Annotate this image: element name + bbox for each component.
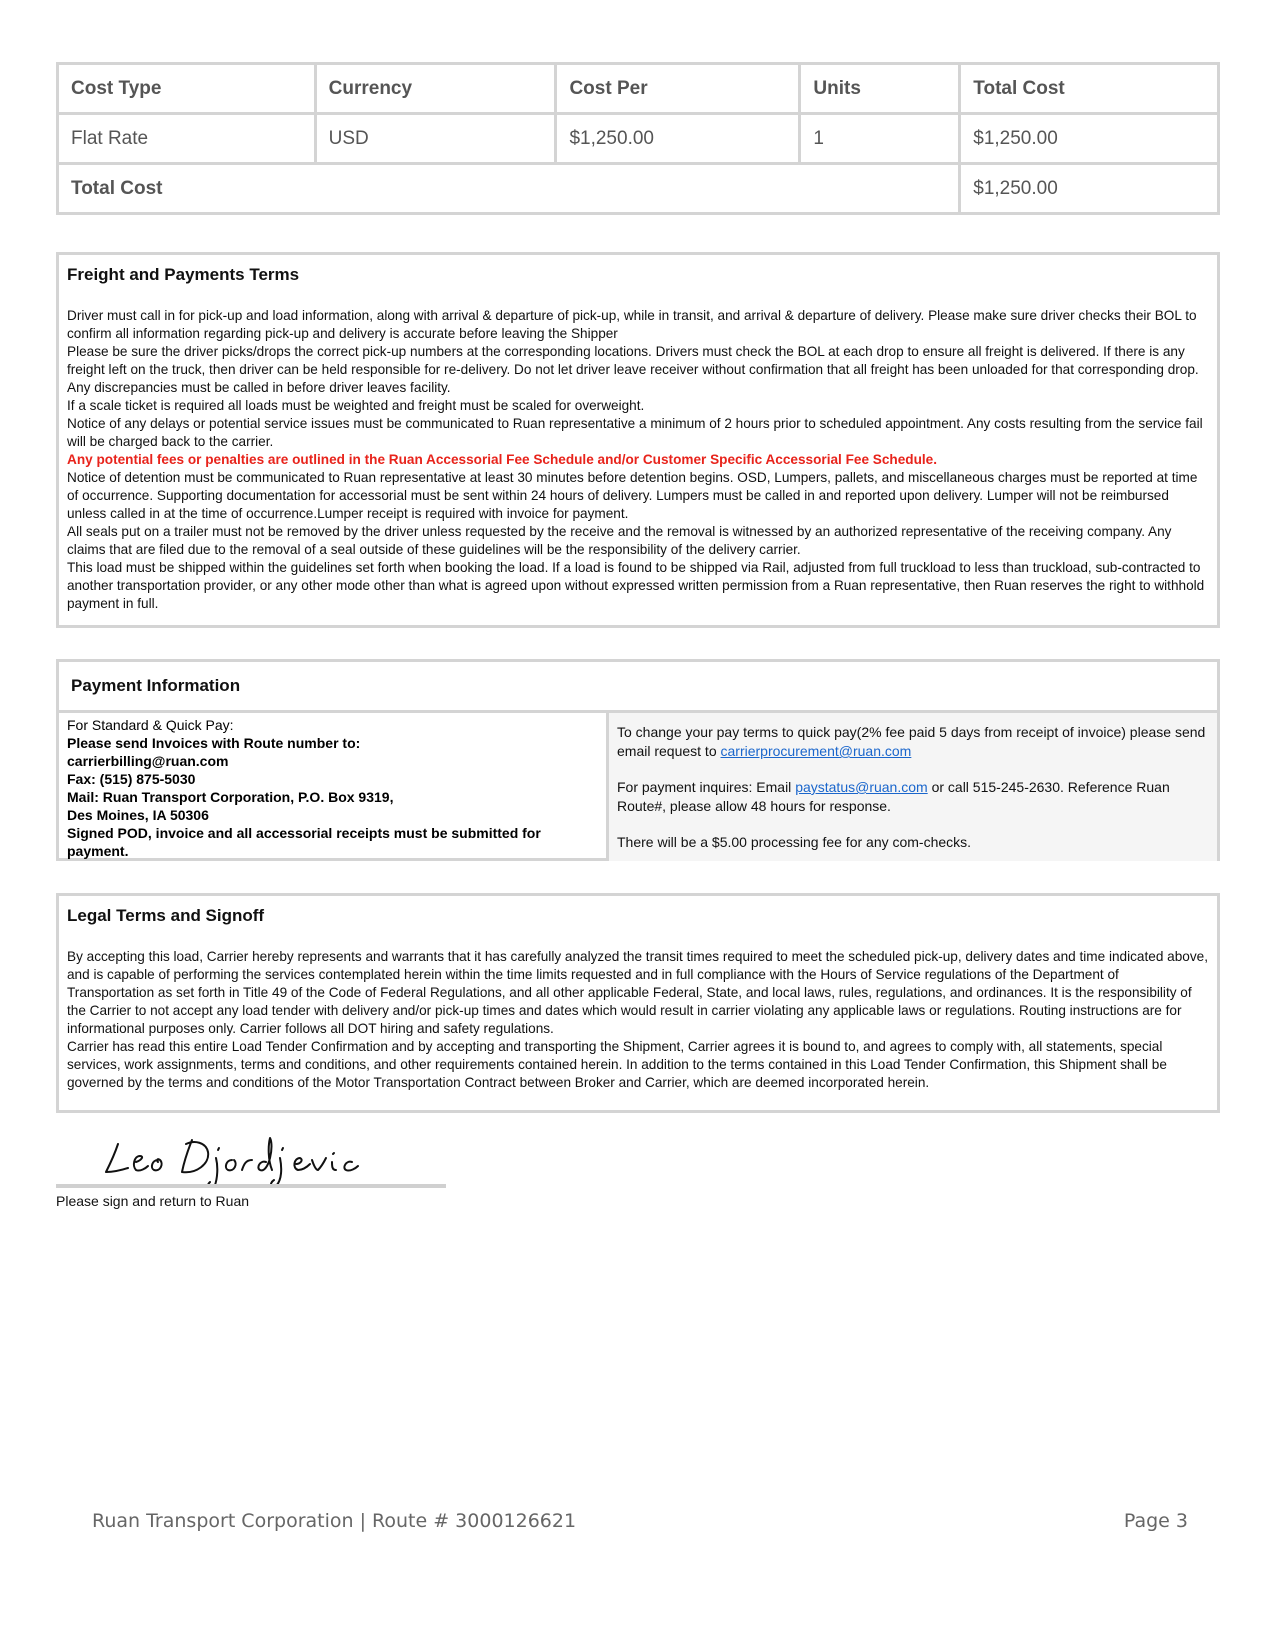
payment-inquiry-note [617, 778, 1209, 816]
total-label: Total Cost [58, 164, 960, 214]
legal-terms-body [67, 948, 1209, 1092]
quick-pay-note [617, 723, 1209, 761]
legal-terms-box [56, 893, 1220, 1113]
payment-intro: For Standard & Quick Pay: [67, 717, 234, 733]
terms-paragraph: This load must be shipped within the guidelines set forth when booking the load. If a load is found to be shipped via Rail, adjusted from full truckload to less than truckload, sub-contracted to another transportation provider, or any other mode other than what is agreed upon without expressed written permission from a Ruan representative, then Ruan reserves the right to withhold payment in full. [67, 560, 1205, 611]
page-content [56, 62, 1220, 1209]
legal-paragraph: By accepting this load, Carrier hereby represents and warrants that it has carefully analyzed the transit times required to meet the scheduled pick-up, delivery dates and time indicated above, and is capable of performing the services contemplated herein within the time limits requested and in full compliance with the Hours of Service regulations of the Department of Transportation as set forth in Title 49 of the Code of Federal Regulations, and all other applicable Federal, State, and local laws, rules, regulations, and ordinances. It is the responsibility of the Carrier to not accept any load tender with delivery and/or pick-up times and dates which would result in carrier violating any applicable laws or regulations. Routing instructions are for informational purposes only. Carrier follows all DOT hiring and safety regulations. [67, 949, 1208, 1036]
pod-requirement: Signed POD, invoice and all accessorial receipts must be submitted for payment. [67, 825, 541, 859]
total-row [58, 164, 1219, 214]
mail-address-line1: Mail: Ruan Transport Corporation, P.O. Box 9319, [67, 789, 394, 805]
fee-schedule-notice: Any potential fees or penalties are outlined in the Ruan Accessorial Fee Schedule and/or Customer Specific Accessorial Fee Schedule. [67, 452, 938, 467]
payment-columns [59, 713, 1217, 861]
billing-email: carrierbilling@ruan.com [67, 753, 229, 769]
mail-address-line2: Des Moines, IA 50306 [67, 807, 209, 823]
invoice-instruction: Please send Invoices with Route number to: [67, 735, 361, 751]
header-cost-per: Cost Per [556, 64, 800, 114]
freight-terms-box [56, 252, 1220, 628]
cell-currency: USD [315, 114, 556, 164]
payment-info-title: Payment Information [59, 662, 1217, 713]
table-row [58, 114, 1219, 164]
payment-left-column [59, 713, 609, 861]
cell-total-cost: $1,250.00 [960, 114, 1219, 164]
billing-fax: Fax: (515) 875-5030 [67, 771, 196, 787]
header-units: Units [800, 64, 960, 114]
terms-paragraph: Please be sure the driver picks/drops the correct pick-up numbers at the corresponding locations. Drivers must check the BOL at each drop to ensure all freight is delivered. If there is any freight left on the truck, then driver can be held responsible for re-delivery. Do not let driver leave receiver without confirmation that all freight has been unloaded for that corresponding drop. Any discrepancies must be called in before driver leaves facility. [67, 344, 1199, 395]
header-cost-type: Cost Type [58, 64, 316, 114]
header-total-cost: Total Cost [960, 64, 1219, 114]
total-value: $1,250.00 [960, 164, 1219, 214]
cost-table [56, 62, 1220, 215]
legal-paragraph: Carrier has read this entire Load Tender Confirmation and by accepting and transporting the Shipment, Carrier agrees it is bound to, and agrees to comply with, all statements, special services, work assignments, terms and conditions, and other requirements contained herein. In addition to the terms contained in this Load Tender Confirmation, this Shipment shall be governed by the terms and conditions of the Motor Transportation Contract between Broker and Carrier, which are deemed incorporated herein. [67, 1039, 1167, 1090]
cost-table-header-row [58, 64, 1219, 114]
terms-paragraph: Notice of detention must be communicated to Ruan representative at least 30 minutes before detention begins. OSD, Lumpers, pallets, and miscellaneous charges must be reported at time of occurrence. Supporting documentation for accessorial must be sent within 24 hours of delivery. Lumpers must be called in and reported upon delivery. Lumper will not be reimbursed unless called in at the time of occurrence.Lumper receipt is required with invoice for payment. [67, 470, 1198, 521]
legal-terms-title: Legal Terms and Signoff [67, 906, 265, 925]
payment-info-box [56, 659, 1220, 861]
cell-cost-type: Flat Rate [58, 114, 316, 164]
paystatus-email-link[interactable]: paystatus@ruan.com [795, 779, 928, 795]
footer-route-info: Ruan Transport Corporation | Route # 3000126621 [92, 1510, 577, 1532]
payment-right-column [609, 713, 1217, 861]
terms-paragraph: Notice of any delays or potential service issues must be communicated to Ruan representative a minimum of 2 hours prior to scheduled appointment. Any costs resulting from the service fail will be charged back to the carrier. [67, 416, 1203, 449]
signature-line [56, 1184, 446, 1188]
inquiry-text-before: For payment inquires: Email [617, 779, 796, 795]
header-currency: Currency [315, 64, 556, 114]
terms-paragraph: Driver must call in for pick-up and load information, along with arrival & departure of pick-up, while in transit, and arrival & departure of delivery. Please make sure driver checks their BOL to confirm all information regarding pick-up and delivery is accurate before leaving the Shipper [67, 308, 1197, 341]
freight-terms-body [67, 307, 1209, 613]
cell-units: 1 [800, 114, 960, 164]
quick-pay-text: To change your pay terms to quick pay(2% fee paid 5 days from receipt of invoice) please send email request to [617, 724, 1206, 759]
signature-caption: Please sign and return to Ruan [56, 1193, 250, 1209]
cell-cost-per: $1,250.00 [556, 114, 800, 164]
procurement-email-link[interactable]: carrierprocurement@ruan.com [720, 743, 912, 759]
processing-fee-note: There will be a $5.00 processing fee for any com-checks. [617, 834, 972, 850]
terms-paragraph: If a scale ticket is required all loads must be weighted and freight must be scaled for overweight. [67, 398, 645, 413]
freight-terms-title: Freight and Payments Terms [67, 265, 300, 284]
terms-paragraph: All seals put on a trailer must not be removed by the driver unless requested by the receive and the removal is witnessed by an authorized representative of the receiving company. Any claims that are filed due to the removal of a seal outside of these guidelines will be the responsibility of the delivery carrier. [67, 524, 1172, 557]
page-footer [92, 1510, 1188, 1532]
inquiry-text-after: or call 515-245-2630. Reference Ruan Route#, please allow 48 hours for response. [617, 779, 1170, 814]
page-number: Page 3 [1123, 1510, 1188, 1532]
handwritten-signature [100, 1126, 400, 1186]
